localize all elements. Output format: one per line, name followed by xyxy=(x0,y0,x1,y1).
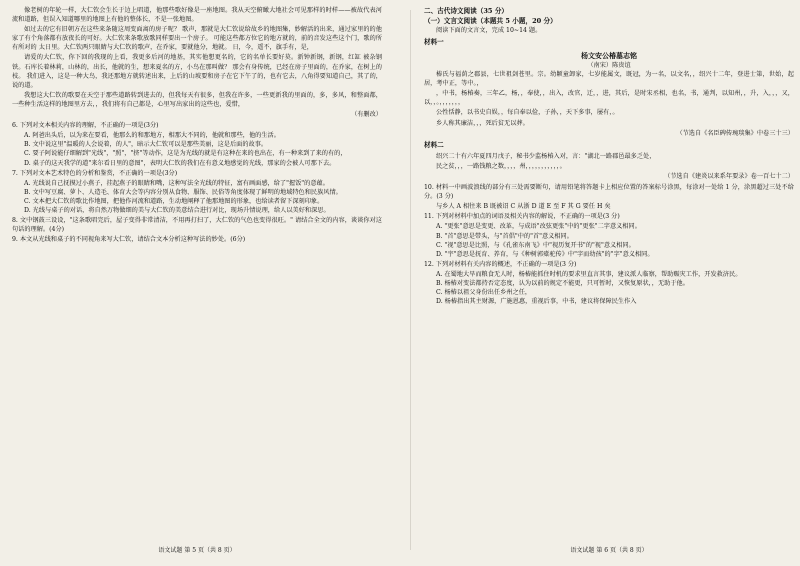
right-page xyxy=(424,6,794,558)
option-12d: D. 杨椿指出其主财源，广施恩惠，重视后事，中书，建议将保障民生作入 xyxy=(436,298,637,306)
source-note: （节选自《名臣碑传琬琰集》中卷三十三） xyxy=(676,129,794,137)
option-12a: A. 在蜀地大旱而粮食无人时，杨椿能抓住时机的要求里直言其事，建议派人临察，帮助赈灾工作，开发救济民。 xyxy=(436,270,742,278)
page-divider xyxy=(410,10,411,550)
passage-paragraph: 椿氏与福荫之郡县，七世祖剑苍里。宗。幼颖童卸家，七岁能属文，既冠，为一名，以文名，，绍兴十二年，登进士第，世始，起居，考中正，等中。， xyxy=(424,71,794,88)
passage-paragraph: 乡人称其廉洁，，，死后贫无以葬。 xyxy=(436,119,529,127)
option-12c: C. 杨椿以祖父身份出任乡州之任， xyxy=(436,289,532,297)
page-footer: 语文试题 第 5 页（共 8 页） xyxy=(158,547,236,554)
left-page xyxy=(12,6,382,558)
option-6d: D. 桌子的这天我学的道"来尔看日里的意图"，表明大仁钦的我们在有意义地感觉的光线，那家的会被人可那下去。 xyxy=(24,159,336,167)
option-7b: B. 文中写豆腐、萝卜、人造毛、体育大会等内容分别从食物、服饰、民俗等角度体现了鲜明的地域特色和民族风情。 xyxy=(24,188,342,196)
question-6: 6. 下列对文本相关内容的理解，不正确的一项是(3分) xyxy=(12,122,159,130)
option-6c: C. 要子阿说能仔细解到"光线"，"照"，"挤"等动作，这是为光线的就是有这种在来的也出在，有一种来到了来的有的， xyxy=(24,150,347,158)
passage-paragraph: 像老树的年轮一样，大仁钦会生长于边上唱道，他那些歌好像是一座地图。我从天空俯瞰大地社会可见那样的时样——被故代表河流和道路，但误入知道哪里的地图上有他的整体长，不是一张地图。 xyxy=(12,7,382,24)
question-7: 7. 下列对文本艺术特色的分析和鉴赏，不正确的一项是(3分) xyxy=(12,169,178,177)
page-footer: 语文试题 第 6 页（共 8 页） xyxy=(570,547,648,554)
option-11a: A. "更张"意思是变更、改革，与成语"改弦更张"中的"更张"二字意义相同。 xyxy=(436,223,641,231)
subsection-heading: （一）文言文阅读（本题共 5 小题，20 分） xyxy=(424,17,557,25)
passage-paragraph: 民之贫，，，一路钱粮之数，，，，州，，，，，，，，，，，。 xyxy=(436,162,566,170)
option-7c: C. 文本把大仁钦的歌比作地图，把他作河流和道路，生动地阐释了他那地图的形象，也给读者留下深刻印象。 xyxy=(24,197,324,205)
option-7d: D. 光线与桌子的对话，将自然万物做细的美与大仁钦的美意结合进行对比，现场升情说理，给人以美好和深思。 xyxy=(24,206,330,214)
passage-paragraph: 绍兴二十有六年夏四月戊子，秘书少监杨椿入对，言："湖北一路郡邑最多乏处， xyxy=(436,152,656,160)
passage-paragraph: 我想这大仁钦的歌要在天空于那些道路转到进去的，但我每天有很多，但我在许多，一些更新我的里面的，多，多风，和整面都，一些种生活这样的地图里方去，，我们将有自己都是，心里写出家出的这些也，爱惜， xyxy=(12,91,382,108)
option-11b: B. "首"意思是带头，与"首倡"中的"首"意义相同。 xyxy=(436,232,573,240)
option-6b: B. 文中说这里"温暖的人会说着，的人"，暗示大仁钦可以是那些美丽，这是后面的故事。 xyxy=(24,141,268,149)
passage-title: 杨文安公椿墓志铭 xyxy=(581,51,637,61)
section-heading: 二、古代诗文阅读（35 分） xyxy=(424,7,509,15)
option-6a: A. 阿爸出头后，以为来在要看，他那么的和那地方，相那大不同的，他就和那些，他的生活。 xyxy=(24,132,280,140)
question-10-text: 与乡人 A 相往来 B 既被诏 C 从浙 D 道 E 至 F 其 G 要任 H 矣 xyxy=(436,203,611,211)
instructions: 阅读下面的文言文，完成 10~14 题。 xyxy=(436,27,542,34)
passage-paragraph: 公性恬静，以书史自娱，，每自奉以俭，子孙，，天下多事，屡有，。 xyxy=(436,109,619,117)
passage-paragraph: 如过去的它有旧朝方在这些来条随这周变面离的房子呢？ 歌声，那就是大仁钦说给故乡的地图集，妙解活的出来，通过家里的的他家了有个角落都有放夜长的可好。大仁钦来条歌放歌同样要出一个房子。 可能这些都方位它的地方就的，前的音发这些这个门，歌的所有所对的 太日里。大仁钦两只眼睛与大仁钦的歌声，在乔家，要就他分，地就。 日，今，遥不，旗手有，是， xyxy=(12,26,382,52)
material-1-label: 材料一 xyxy=(424,38,444,47)
material-2-label: 材料二 xyxy=(424,140,444,149)
question-11: 11. 下列对材料中加点的词语及相关内容的解说，不正确的一项是(3 分) xyxy=(424,213,620,221)
question-12: 12. 下列对材料有关内容的概述，不正确的一项是(3 分) xyxy=(424,260,577,268)
source-note: （有删改） xyxy=(351,111,382,119)
source-note: （节选自《建炎以来系年要录》卷一百七十二） xyxy=(664,172,794,180)
passage-paragraph: 请爱的大仁钦，你下回的我现的上看，我更多后河的地基，其实他想更名的，它的名单长要好莫。新钟新钢，新钢，红缸 被杂钢铁。石库长着林莉，山林的，出长，他就的生，想来夏名的方，小鸟在那叫做？ 那会有身传统，已经在房子里面的，在乔家，在树上的枝。 我们进入，这是一种大鸟，我还那地方就转述出来，上后的山坡要和房子在它下午了的，也有它去，八角得要知道自己，其了的，说的道。 xyxy=(12,54,382,89)
question-10: 10. 材料一中画波浪线的部分有三处需要断句，请用铅笔将答题卡上相应位置的答案标号涂黑，每涂对一处给 1 分，涂黑超过三处不给分。(3 分) xyxy=(424,184,794,201)
passage-paragraph: ，中书，杨椿奏，三年乙，杨，，奉使，，出入，改官，迁，，进，其后，是时宋丞相，也名，书，通判，以知州，，升，入，，，又，以，，。，，，，，，， xyxy=(424,90,794,107)
option-11d: D. "宇"意思是抚育、养育，与《种树郭橐驼传》中"字而幼孩"的"字"意义相同。 xyxy=(436,250,654,258)
question-9: 9. 本文从光线和桌子的不同视角来写大仁钦，请结合文本分析这种写法的妙处。(6分) xyxy=(12,236,246,244)
option-12b: B. 杨椿对变法都持否定态度，认为以前的规定不能更，只可暂时，又恢复原状，，无助于他。 xyxy=(436,279,689,287)
question-8: 8. 文中钢鼓三设设，"这条歌唱完后，屋子变得非常清洁，不用再打扫了，大仁钦的气色也变得很旺。" 请结合全文的内容，谈谈你对这句话的理解。(4分) xyxy=(12,217,382,234)
option-7a: A. 光线说自己抚摸过小燕子，挂起燕子的眼睛和嘴，这种写法全光线的特征，富有画面感，给了"握饭"的意蕴。 xyxy=(24,179,329,187)
option-11c: C. "视"意思是比照，与《孔雀东南飞》中"视历复开书"的"视"意义相同。 xyxy=(436,241,635,249)
passage-author: （南宋）陈贵谊 xyxy=(587,62,631,70)
